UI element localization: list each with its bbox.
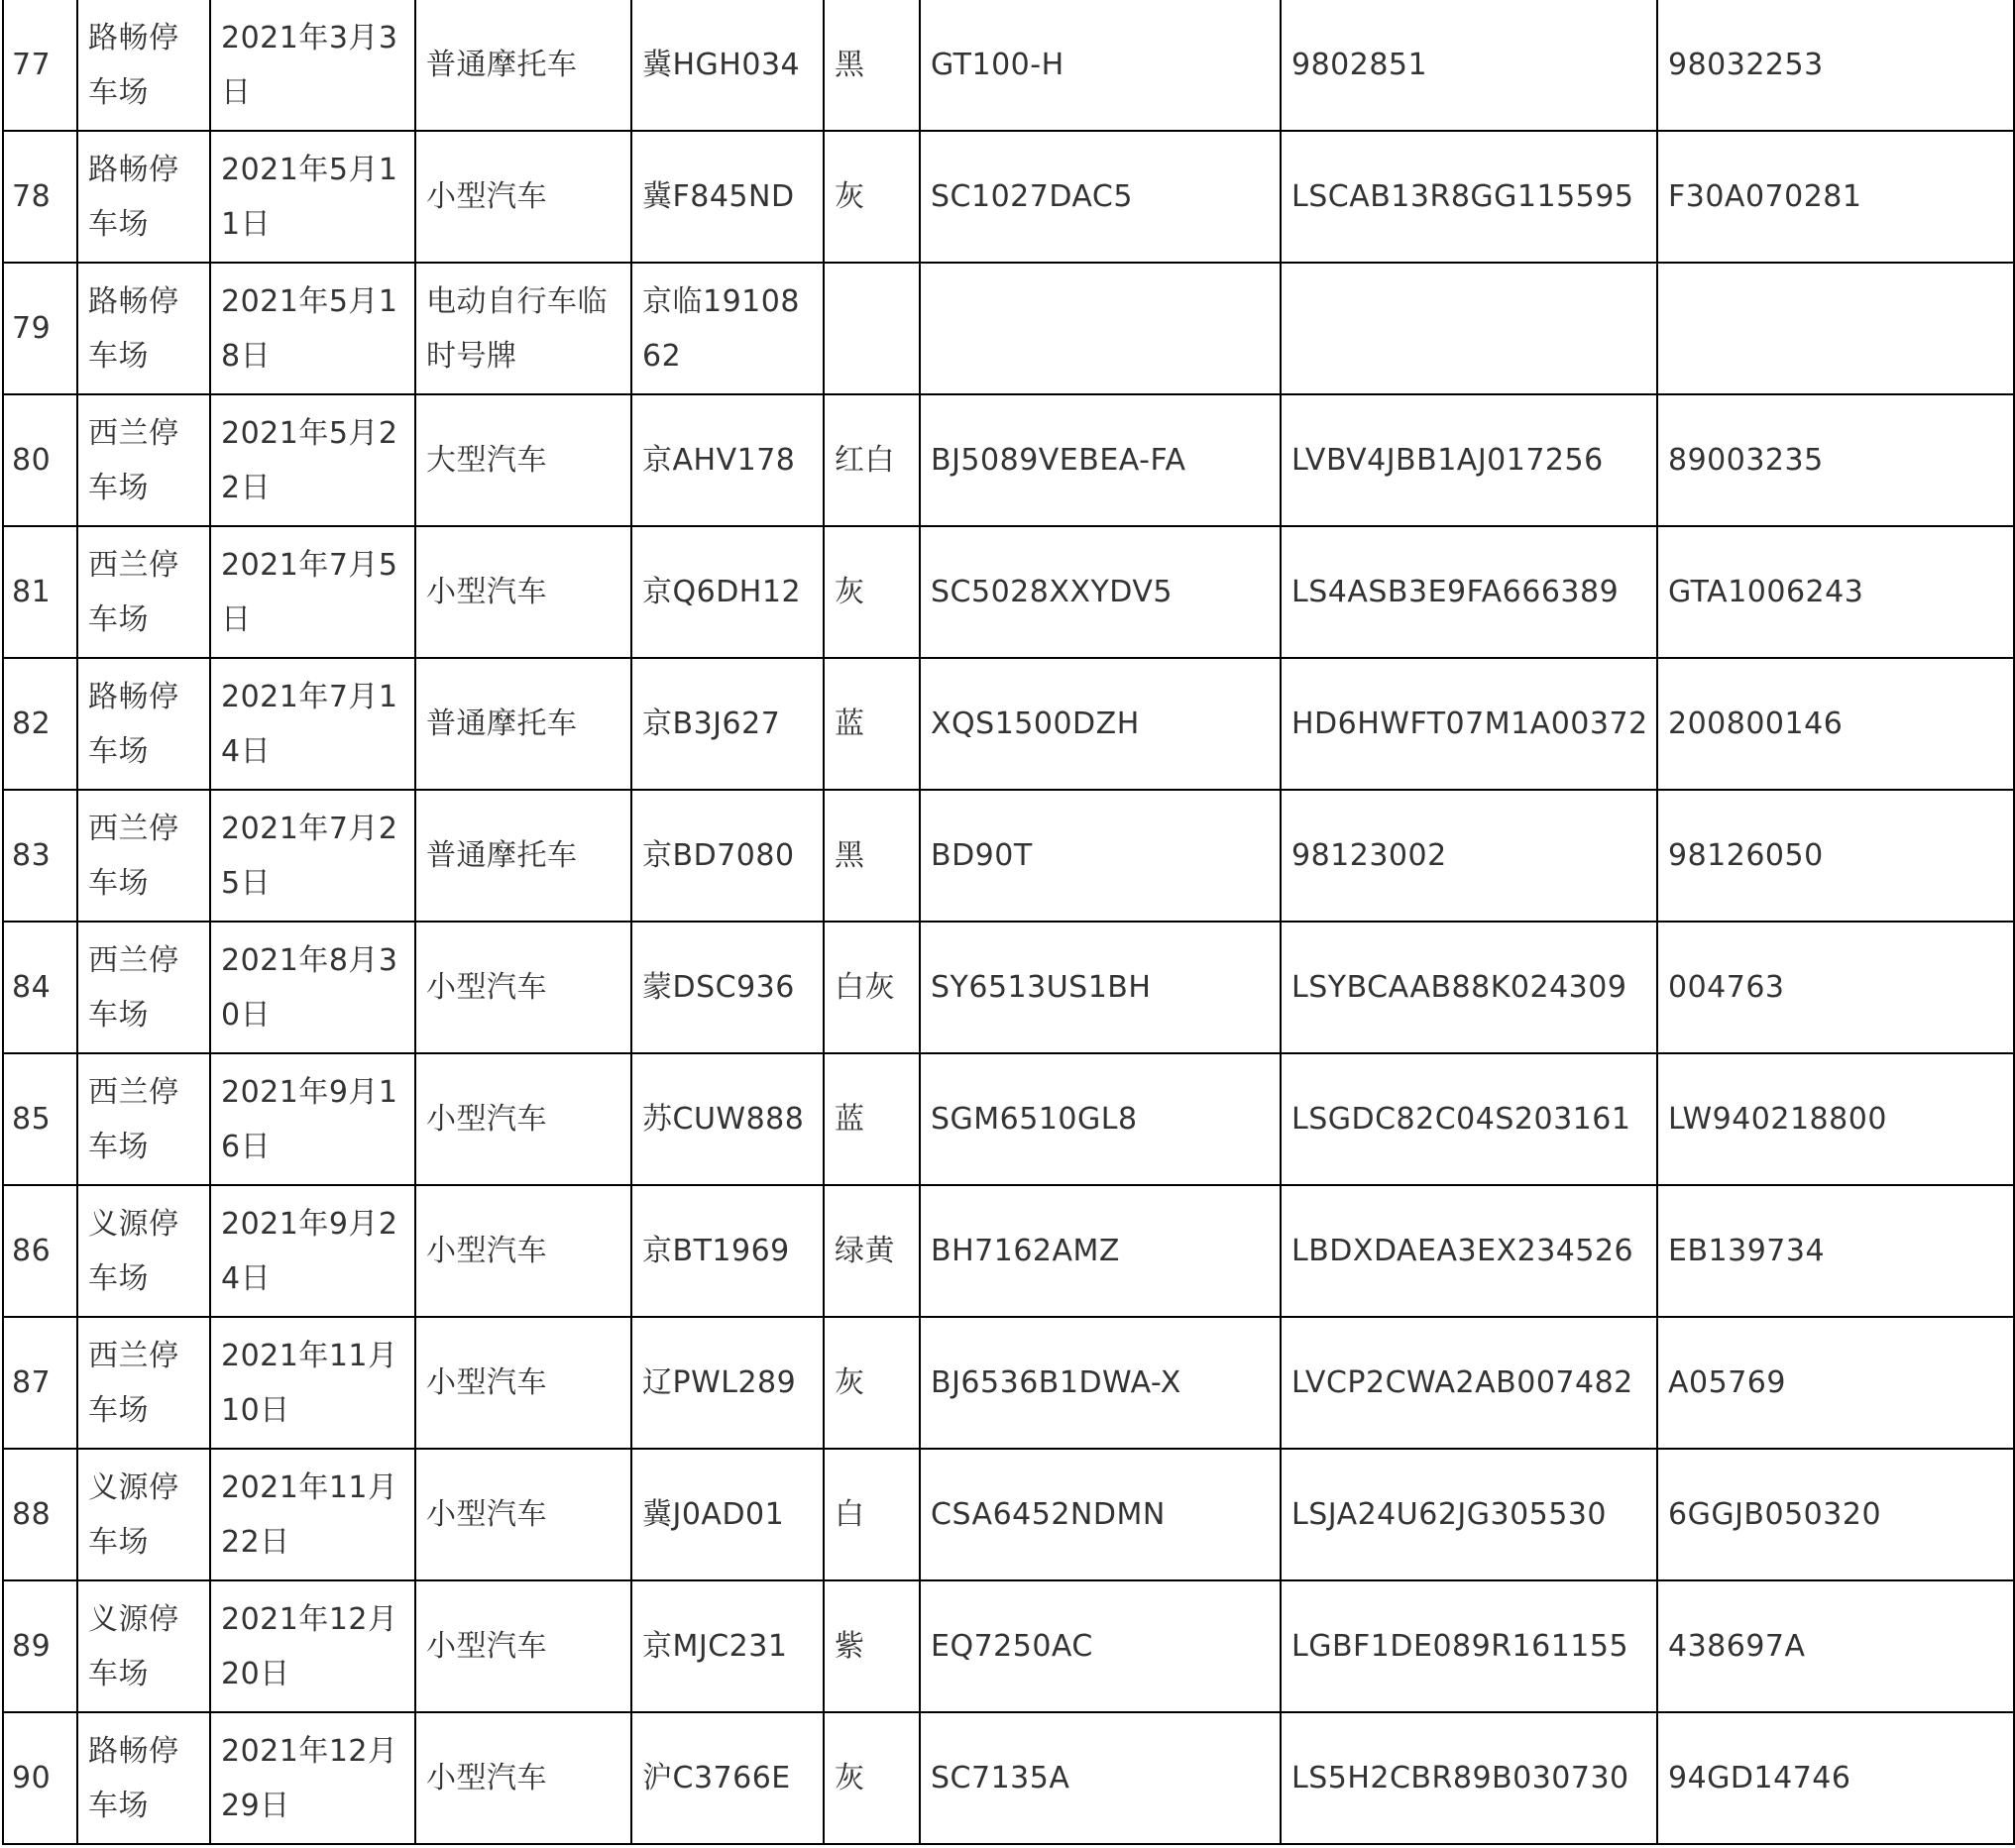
model-number: CSA6452NDMN (920, 1449, 1281, 1580)
vin-number: 9802851 (1281, 0, 1657, 131)
engine-number: EB139734 (1657, 1185, 2014, 1317)
vehicle-color: 红白 (824, 394, 920, 526)
vehicle-type: 小型汽车 (415, 131, 631, 263)
plate-number: 苏CUW888 (631, 1053, 824, 1185)
row-number: 89 (3, 1580, 77, 1712)
model-number: BJ6536B1DWA-X (920, 1317, 1281, 1449)
plate-number: 京B3J627 (631, 658, 824, 790)
table-row (3, 922, 2014, 1053)
vin-number: LS5H2CBR89B030730 (1281, 1712, 1657, 1844)
date: 2021年11月10日 (210, 1317, 415, 1449)
parking-lot: 路畅停车场 (77, 263, 210, 394)
parking-lot: 路畅停车场 (77, 1712, 210, 1844)
row-number: 87 (3, 1317, 77, 1449)
model-number: XQS1500DZH (920, 658, 1281, 790)
engine-number: 89003235 (1657, 394, 2014, 526)
date: 2021年9月16日 (210, 1053, 415, 1185)
model-number: EQ7250AC (920, 1580, 1281, 1712)
vin-number: 98123002 (1281, 790, 1657, 922)
vehicle-type: 小型汽车 (415, 1317, 631, 1449)
date: 2021年11月22日 (210, 1449, 415, 1580)
parking-lot: 西兰停车场 (77, 790, 210, 922)
engine-number: LW940218800 (1657, 1053, 2014, 1185)
parking-lot: 西兰停车场 (77, 394, 210, 526)
vin-number: LBDXDAEA3EX234526 (1281, 1185, 1657, 1317)
model-number: BJ5089VEBEA-FA (920, 394, 1281, 526)
model-number: SC1027DAC5 (920, 131, 1281, 263)
table-row (3, 263, 2014, 394)
vin-number: LSGDC82C04S203161 (1281, 1053, 1657, 1185)
vin-number: LVBV4JBB1AJ017256 (1281, 394, 1657, 526)
parking-lot: 义源停车场 (77, 1580, 210, 1712)
vehicle-type: 小型汽车 (415, 1053, 631, 1185)
row-number: 78 (3, 131, 77, 263)
vehicle-type: 普通摩托车 (415, 658, 631, 790)
table-row (3, 1185, 2014, 1317)
parking-lot: 义源停车场 (77, 1185, 210, 1317)
parking-lot: 西兰停车场 (77, 526, 210, 658)
engine-number: 438697A (1657, 1580, 2014, 1712)
vin-number: LSJA24U62JG305530 (1281, 1449, 1657, 1580)
vin-number (1281, 263, 1657, 394)
table-body (3, 0, 2014, 1844)
date: 2021年7月25日 (210, 790, 415, 922)
engine-number: 98126050 (1657, 790, 2014, 922)
date: 2021年5月22日 (210, 394, 415, 526)
row-number: 88 (3, 1449, 77, 1580)
row-number: 84 (3, 922, 77, 1053)
engine-number (1657, 263, 2014, 394)
engine-number: 6GGJB050320 (1657, 1449, 2014, 1580)
vehicle-type: 电动自行车临时号牌 (415, 263, 631, 394)
vin-number: LSCAB13R8GG115595 (1281, 131, 1657, 263)
table-row (3, 526, 2014, 658)
vehicle-type: 小型汽车 (415, 1449, 631, 1580)
date: 2021年5月11日 (210, 131, 415, 263)
model-number: BH7162AMZ (920, 1185, 1281, 1317)
vehicle-color: 灰 (824, 1712, 920, 1844)
vehicle-type: 小型汽车 (415, 922, 631, 1053)
parking-lot: 西兰停车场 (77, 922, 210, 1053)
model-number: SC5028XXYDV5 (920, 526, 1281, 658)
date: 2021年9月24日 (210, 1185, 415, 1317)
parking-lot: 义源停车场 (77, 1449, 210, 1580)
row-number: 80 (3, 394, 77, 526)
vehicle-color (824, 263, 920, 394)
parking-lot: 路畅停车场 (77, 0, 210, 131)
row-number: 81 (3, 526, 77, 658)
model-number: SGM6510GL8 (920, 1053, 1281, 1185)
vehicle-color: 黑 (824, 790, 920, 922)
engine-number: GTA1006243 (1657, 526, 2014, 658)
engine-number: 200800146 (1657, 658, 2014, 790)
plate-number: 京AHV178 (631, 394, 824, 526)
vehicle-color: 灰 (824, 131, 920, 263)
engine-number: F30A070281 (1657, 131, 2014, 263)
plate-number: 冀HGH034 (631, 0, 824, 131)
plate-number: 沪C3766E (631, 1712, 824, 1844)
plate-number: 京Q6DH12 (631, 526, 824, 658)
date: 2021年5月18日 (210, 263, 415, 394)
vehicle-color: 绿黄 (824, 1185, 920, 1317)
plate-number: 京BT1969 (631, 1185, 824, 1317)
date: 2021年8月30日 (210, 922, 415, 1053)
table-row (3, 790, 2014, 922)
vehicle-color: 灰 (824, 526, 920, 658)
engine-number: 004763 (1657, 922, 2014, 1053)
table-row (3, 1317, 2014, 1449)
model-number: GT100-H (920, 0, 1281, 131)
table-row (3, 1449, 2014, 1580)
plate-number: 辽PWL289 (631, 1317, 824, 1449)
vehicle-color: 白 (824, 1449, 920, 1580)
plate-number: 冀J0AD01 (631, 1449, 824, 1580)
vehicle-color: 灰 (824, 1317, 920, 1449)
date: 2021年12月20日 (210, 1580, 415, 1712)
date: 2021年7月14日 (210, 658, 415, 790)
vehicle-color: 蓝 (824, 1053, 920, 1185)
row-number: 77 (3, 0, 77, 131)
vehicle-type: 小型汽车 (415, 1712, 631, 1844)
plate-number: 蒙DSC936 (631, 922, 824, 1053)
table-row (3, 394, 2014, 526)
parking-lot: 路畅停车场 (77, 658, 210, 790)
date: 2021年7月5日 (210, 526, 415, 658)
table-row (3, 1053, 2014, 1185)
row-number: 79 (3, 263, 77, 394)
vehicle-type: 普通摩托车 (415, 0, 631, 131)
table-row (3, 0, 2014, 131)
vehicle-type: 小型汽车 (415, 1185, 631, 1317)
row-number: 85 (3, 1053, 77, 1185)
vehicle-color: 白灰 (824, 922, 920, 1053)
model-number (920, 263, 1281, 394)
engine-number: 98032253 (1657, 0, 2014, 131)
row-number: 90 (3, 1712, 77, 1844)
table-row (3, 1580, 2014, 1712)
vin-number: LSYBCAAB88K024309 (1281, 922, 1657, 1053)
vehicle-color: 蓝 (824, 658, 920, 790)
vehicle-type: 普通摩托车 (415, 790, 631, 922)
vehicle-color: 黑 (824, 0, 920, 131)
vehicle-records-table (2, 0, 2015, 1845)
model-number: SC7135A (920, 1712, 1281, 1844)
engine-number: A05769 (1657, 1317, 2014, 1449)
engine-number: 94GD14746 (1657, 1712, 2014, 1844)
row-number: 82 (3, 658, 77, 790)
parking-lot: 西兰停车场 (77, 1317, 210, 1449)
model-number: SY6513US1BH (920, 922, 1281, 1053)
model-number: BD90T (920, 790, 1281, 922)
plate-number: 京MJC231 (631, 1580, 824, 1712)
table-row (3, 658, 2014, 790)
row-number: 83 (3, 790, 77, 922)
row-number: 86 (3, 1185, 77, 1317)
plate-number: 京BD7080 (631, 790, 824, 922)
parking-lot: 西兰停车场 (77, 1053, 210, 1185)
parking-lot: 路畅停车场 (77, 131, 210, 263)
table-row (3, 1712, 2014, 1844)
vehicle-type: 大型汽车 (415, 394, 631, 526)
vin-number: LS4ASB3E9FA666389 (1281, 526, 1657, 658)
vehicle-type: 小型汽车 (415, 526, 631, 658)
plate-number: 冀F845ND (631, 131, 824, 263)
date: 2021年12月29日 (210, 1712, 415, 1844)
vehicle-type: 小型汽车 (415, 1580, 631, 1712)
table-row (3, 131, 2014, 263)
vehicle-color: 紫 (824, 1580, 920, 1712)
vin-number: LVCP2CWA2AB007482 (1281, 1317, 1657, 1449)
vin-number: HD6HWFT07M1A00372 (1281, 658, 1657, 790)
date: 2021年3月3日 (210, 0, 415, 131)
vin-number: LGBF1DE089R161155 (1281, 1580, 1657, 1712)
plate-number: 京临1910862 (631, 263, 824, 394)
